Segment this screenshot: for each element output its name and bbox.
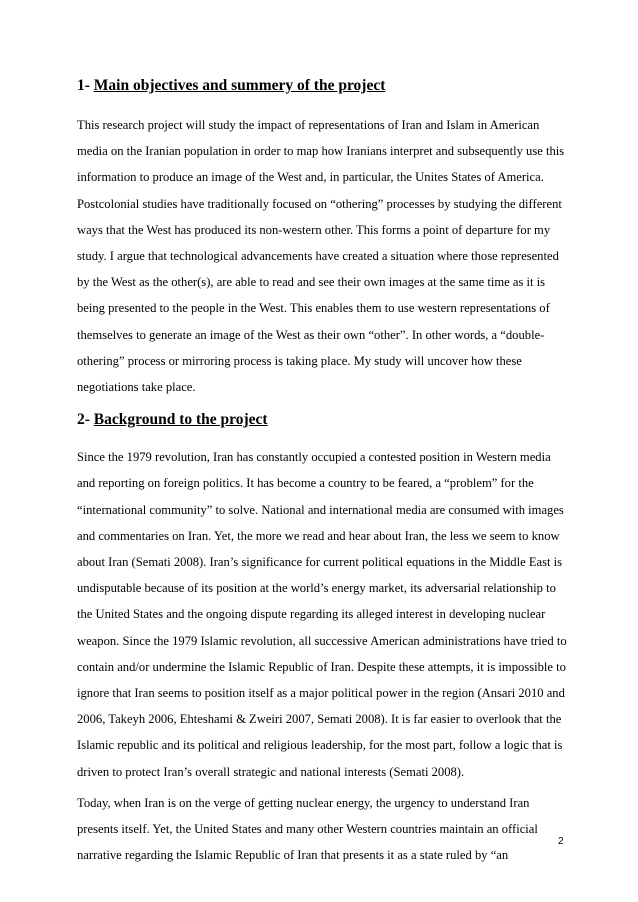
section-1-paragraph: This research project will study the impact of representations of Iran and Islam in American media on the Iranian population in order to map how Iranians interpret and subsequently use this information to produce an image of the West and, in particular, the Unites States of America. Postcolonial studies have traditionally focused on “othering” processes by studying the different ways that the West has produced its non-western other. This forms a point of departure for my study. I argue that technological advancements have created a situation where those represented by the West as the other(s), are able to read and see their own images at the same time as it is being presented to the people in the West. This enables them to use western representations of themselves to generate an image of the West as their own “other”. In other words, a “double-othering” process or mirroring process is taking place. My study will uncover how these negotiations take place. <box>77 118 565 395</box>
section-1-number: 1- <box>77 77 94 94</box>
section-2-paragraph-2: Today, when Iran is on the verge of getting nuclear energy, the urgency to understand Iran presents itself. Yet, the United States and many other Western countries maintain an official narrative regarding the Islamic Republic of Iran that presents it as a state ruled by “an <box>77 795 538 863</box>
page-number: 2 <box>558 836 564 847</box>
section-2-title: Background to the project <box>93 411 268 429</box>
page-content <box>77 76 569 868</box>
section-2-paragraph-1: Since the 1979 revolution, Iran has constantly occupied a contested position in Western media and reporting on foreign politics. It has become a country to be feared, a “problem” for the “international community” to solve. National and international media are consumed with images and commentaries on Iran. Yet, the more we read and hear about Iran, the less we seem to know about Iran (Semati 2008). Iran’s significance for current political equations in the Middle East is undisputable because of its position at the world’s energy market, its adversarial relationship to the United States and the ongoing dispute regarding its alleged interest in developing nuclear weapon. Since the 1979 Islamic revolution, all successive American administrations have tried to contain and/or undermine the Islamic Republic of Iran. Despite these attempts, it is impossible to ignore that Iran seems to position itself as a major political power in the region (Ansari 2010 and 2006, Takeyh 2006, Ehteshami & Zweiri 2007, Semati 2008). It is far easier to overlook that the Islamic republic and its political and religious leadership, for the most part, follow a logic that is driven to protect Iran’s overall strategic and national interests (Semati 2008). <box>77 450 567 779</box>
section-2-number: 2- <box>77 411 94 429</box>
section-1-title: Main objectives and summery of the project <box>93 77 386 94</box>
section-2-heading <box>77 410 569 430</box>
section-1-heading <box>77 76 569 96</box>
